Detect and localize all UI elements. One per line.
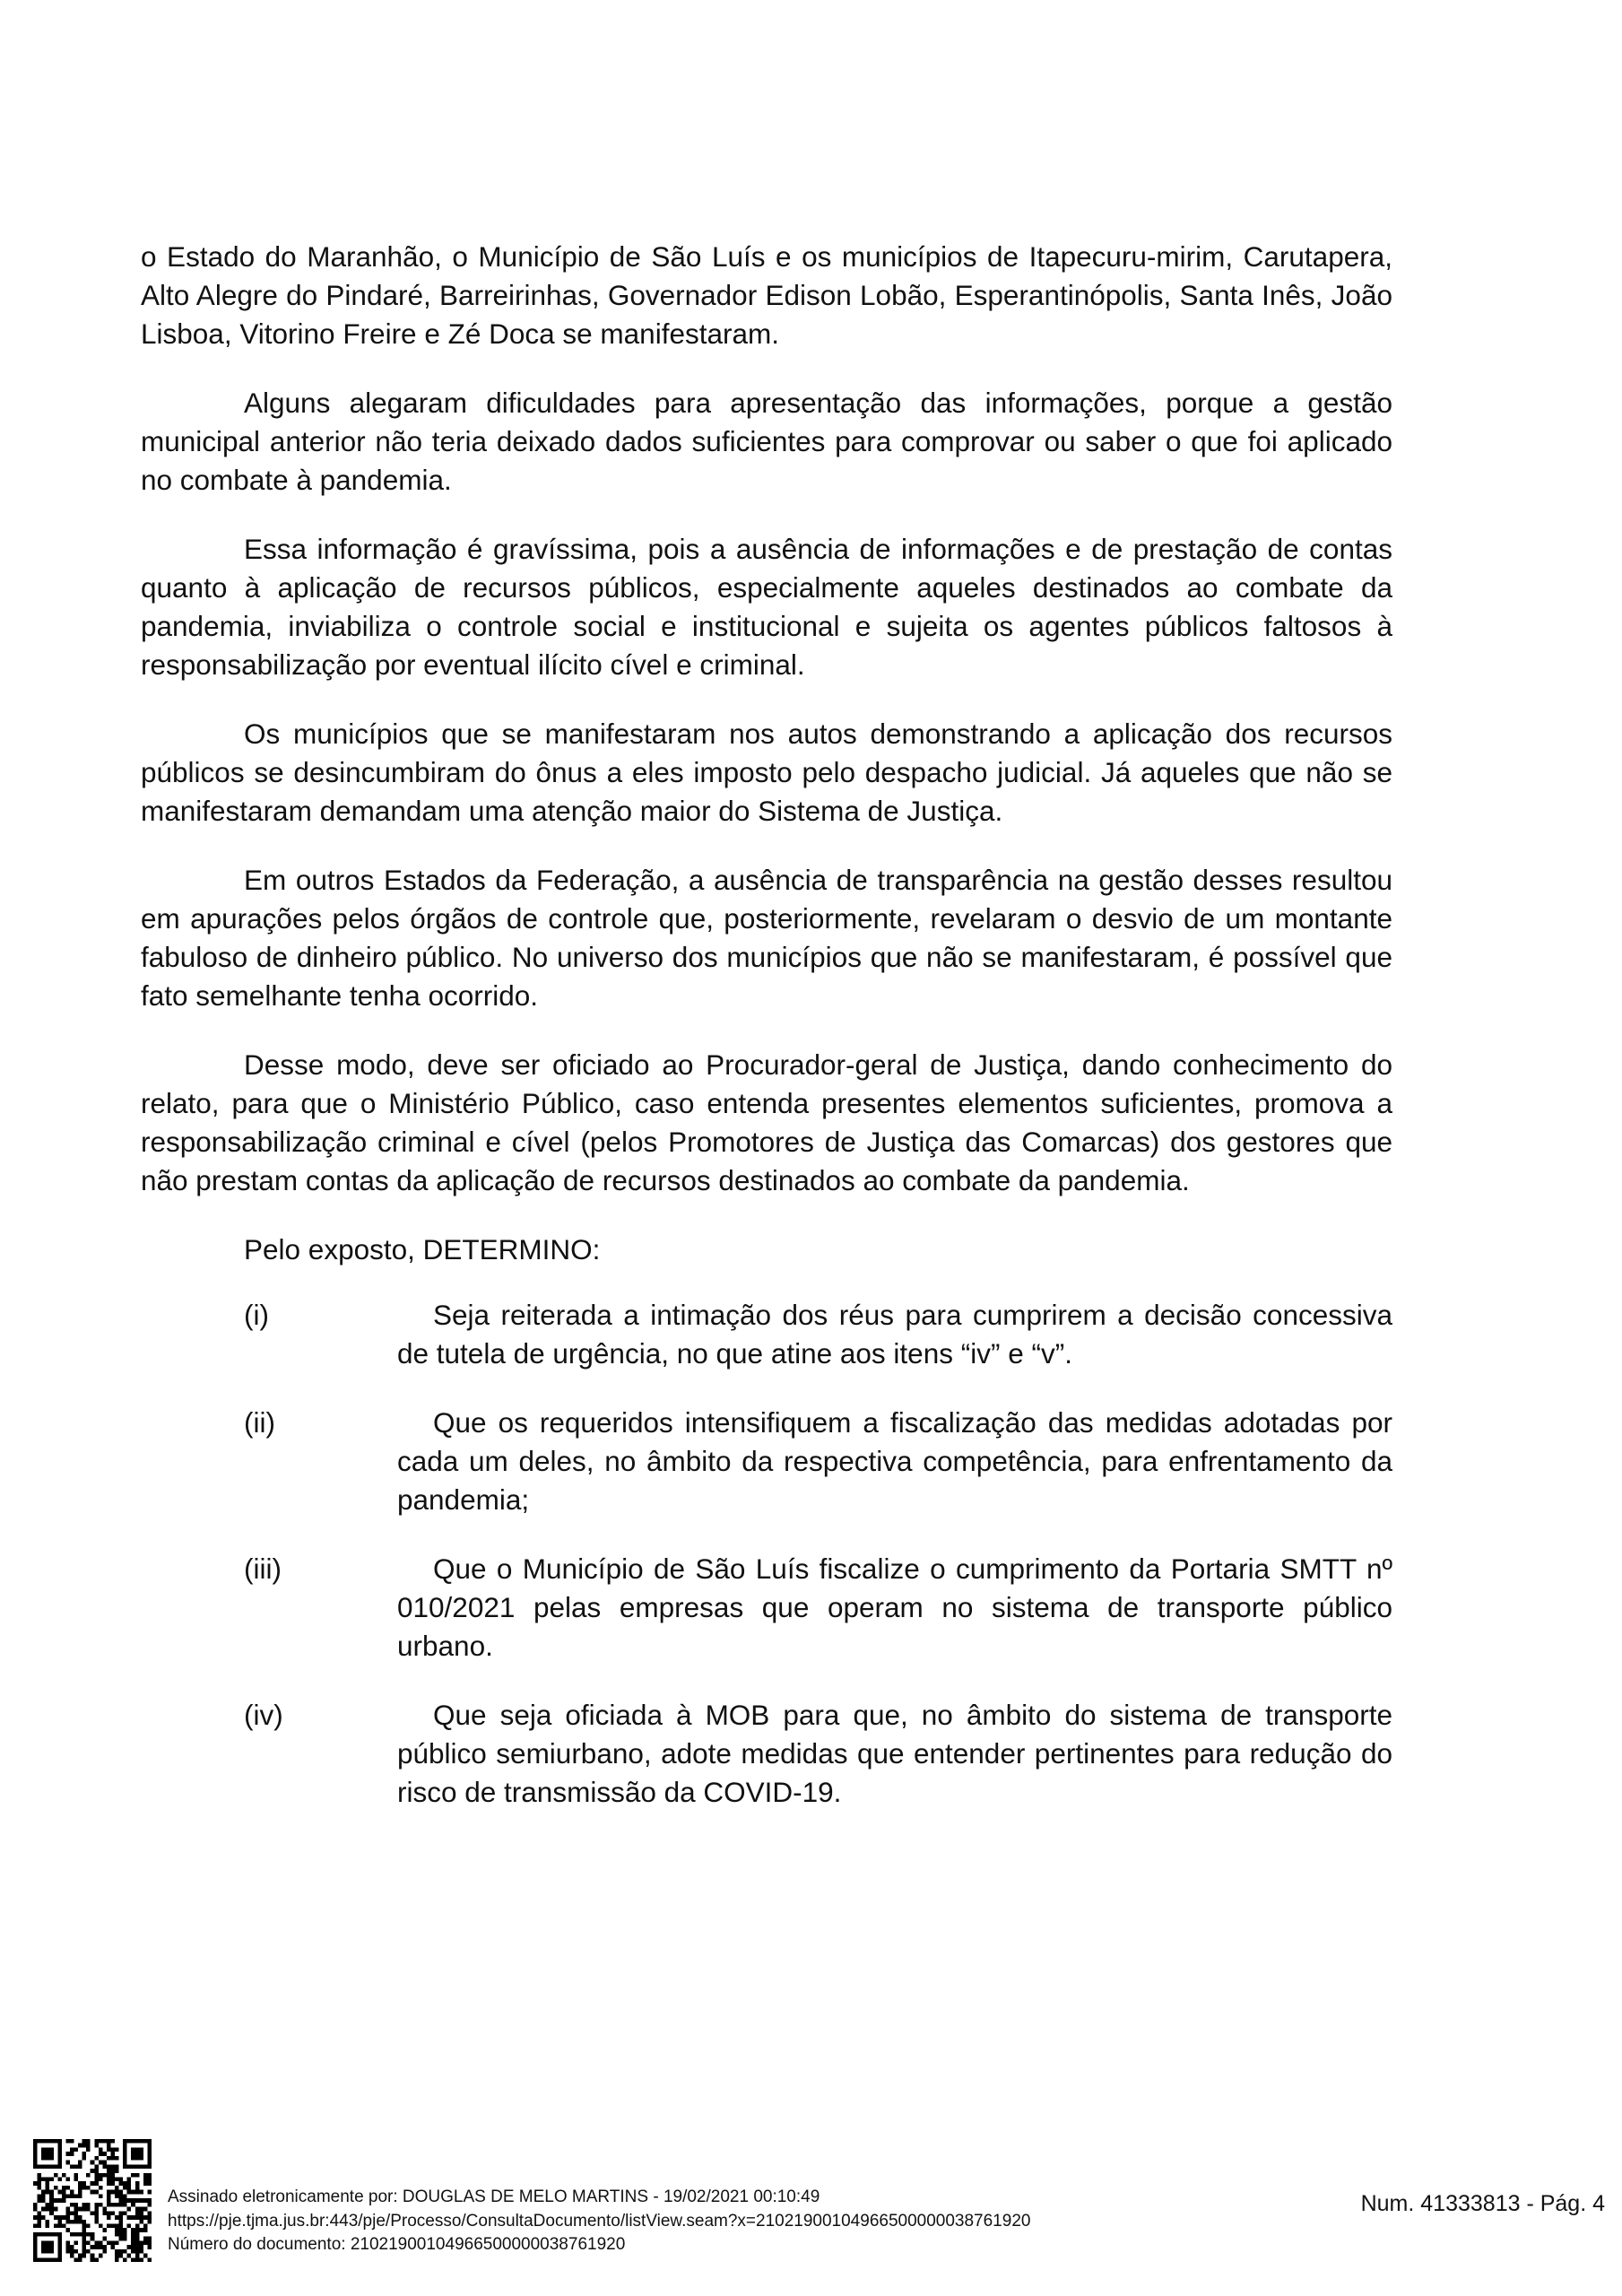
list-item <box>141 1550 1392 1665</box>
document-body <box>141 238 1392 1842</box>
paragraph: Alguns alegaram dificuldades para apresentação das informações, porque a gestão municipal anterior não teria deixado dados suficientes para comprovar ou saber o que foi aplicado no combate à pandemia. <box>141 387 1392 496</box>
list-item-text: Seja reiterada a intimação dos réus para cumprirem a decisão concessiva de tutela de urgência, no que atine aos itens “iv” e “v”. <box>397 1299 1392 1370</box>
list-item-text: Que seja oficiada à MOB para que, no âmbito do sistema de transporte público semiurbano, adote medidas que entender pertinentes para redução do risco de transmissão da COVID-19. <box>397 1699 1392 1808</box>
paragraph: o Estado do Maranhão, o Município de São Luís e os municípios de Itapecuru-mirim, Carutapera, Alto Alegre do Pindaré, Barreirinhas, Governador Edison Lobão, Esperantinópolis, Santa Inês, João Lisboa, Vitorino Freire e Zé Doca se manifestaram. <box>141 240 1392 350</box>
signed-by-text: Assinado eletronicamente por: DOUGLAS DE MELO MARTINS - 19/02/2021 00:10:49 <box>168 2187 820 2206</box>
list-item <box>141 1296 1392 1373</box>
qr-code-icon <box>33 2139 152 2262</box>
document-url[interactable]: https://pje.tjma.jus.br:443/pje/Processo/ConsultaDocumento/listView.seam?x=21021900104966500000038761920 <box>168 2211 1031 2231</box>
list-item <box>141 1696 1392 1812</box>
list-item-number: (iv) <box>244 1699 283 1731</box>
document-number: Número do documento: 21021900104966500000038761920 <box>168 2235 626 2254</box>
list-item-number: (ii) <box>244 1406 275 1439</box>
paragraph: Os municípios que se manifestaram nos autos demonstrando a aplicação dos recursos públicos se desincumbiram do ônus a eles imposto pelo despacho judicial. Já aqueles que não se manifestaram demandam uma atenção maior do Sistema de Justiça. <box>141 718 1392 827</box>
list-item-number: (iii) <box>244 1552 282 1585</box>
list-item-number: (i) <box>244 1299 269 1331</box>
list-item <box>141 1404 1392 1519</box>
paragraph: Em outros Estados da Federação, a ausência de transparência na gestão desses resultou em apurações pelos órgãos de controle que, posteriormente, revelaram o desvio de um montante fabuloso de dinheiro público. No universo dos municípios que não se manifestaram, é possível que fato semelhante tenha ocorrido. <box>141 864 1392 1012</box>
page-number: Num. 41333813 - Pág. 4 <box>1360 2191 1605 2216</box>
determination-list <box>141 1296 1392 1812</box>
paragraph: Desse modo, deve ser oficiado ao Procurador-geral de Justiça, dando conhecimento do relato, para que o Ministério Público, caso entenda presentes elementos suficientes, promova a responsabilização criminal e cível (pelos Promotores de Justiça das Comarcas) dos gestores que não prestam contas da aplicação de recursos destinados ao combate da pandemia. <box>141 1048 1392 1196</box>
determination-heading: Pelo exposto, DETERMINO: <box>244 1233 601 1265</box>
list-item-text: Que o Município de São Luís fiscalize o cumprimento da Portaria SMTT nº 010/2021 pelas empresas que operam no sistema de transporte público urbano. <box>397 1552 1392 1662</box>
paragraph: Essa informação é gravíssima, pois a ausência de informações e de prestação de contas quanto à aplicação de recursos públicos, especialmente aqueles destinados ao combate da pandemia, inviabiliza o controle social e institucional e sujeita os agentes públicos faltosos à responsabilização por eventual ilícito cível e criminal. <box>141 533 1392 681</box>
list-item-text: Que os requeridos intensifiquem a fiscalização das medidas adotadas por cada um deles, no âmbito da respectiva competência, para enfrentamento da pandemia; <box>397 1406 1392 1516</box>
signature-block <box>168 2186 1030 2257</box>
